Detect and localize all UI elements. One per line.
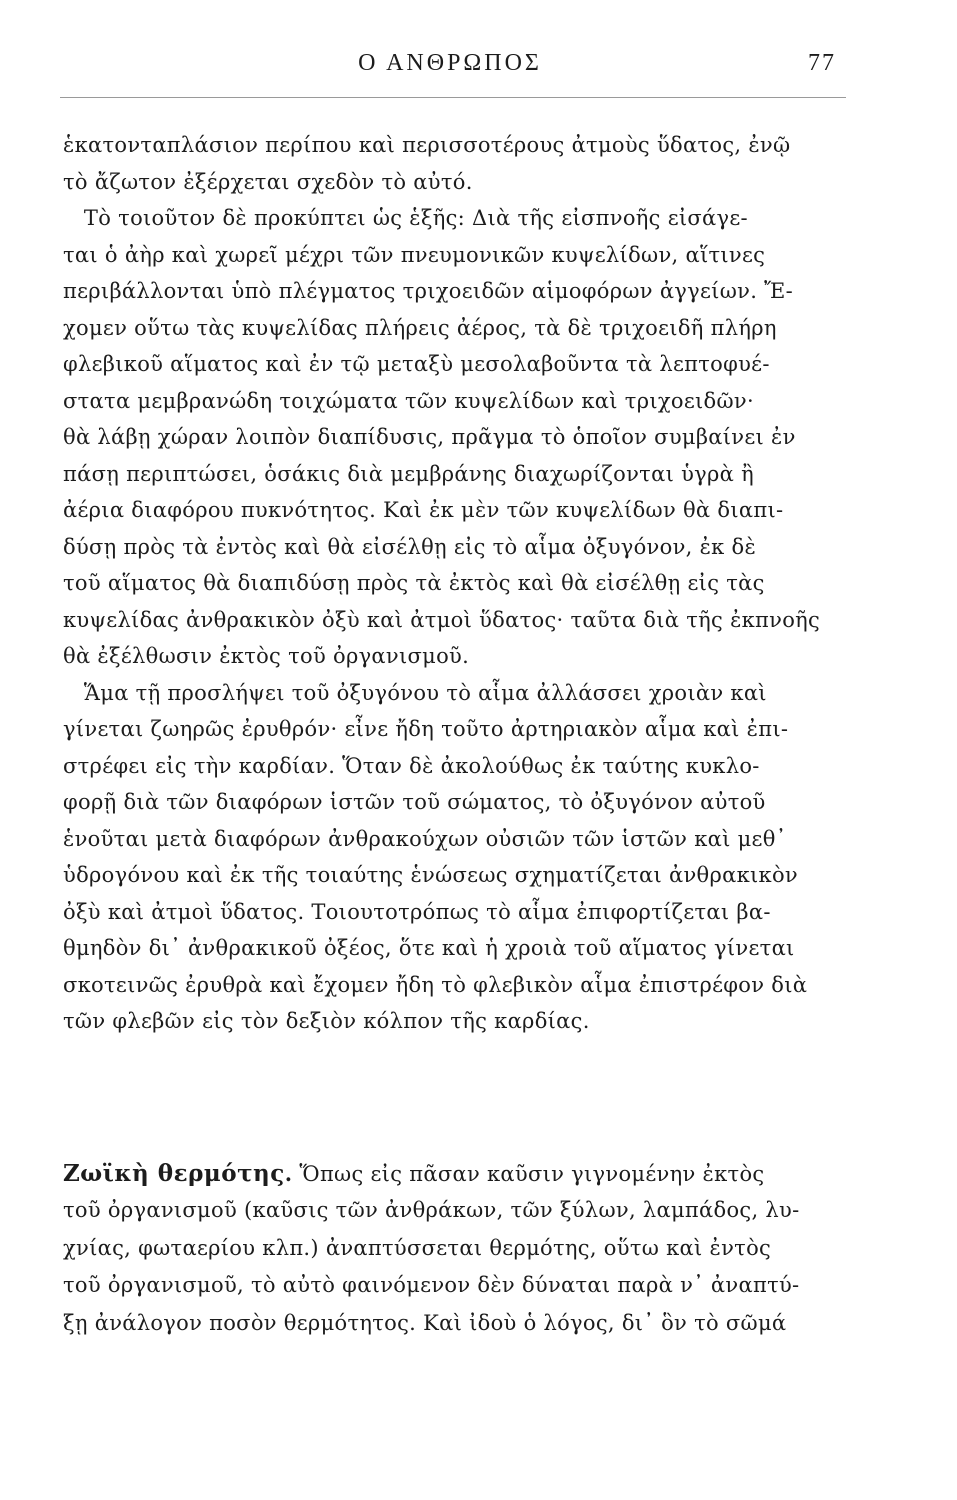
section-zoike-thermotes — [63, 1155, 799, 1342]
text-line: τὸ ἄζωτον ἐξέρχεται σχεδὸν τὸ αὐτό. — [63, 169, 473, 194]
section-heading: Ζωϊκὴ θερμότης — [63, 1160, 285, 1187]
text-line: ὀξὺ καὶ ἀτμοὶ ὕδατος. Τοιουτοτρόπως τὸ αἷμα ἐπιφορτίζεται βα- — [63, 899, 771, 924]
text-line: περιβάλλονται ὑπὸ πλέγματος τριχοειδῶν αἱμοφόρων ἀγγείων. Ἔ- — [63, 279, 794, 303]
text-line: ἀέρια διαφόρου πυκνότητος. Καὶ ἐκ μὲν τῶν κυψελίδων θὰ διαπι- — [63, 498, 784, 522]
text-line: θὰ ἐξέλθωσιν ἐκτὸς τοῦ ὀργανισμοῦ. — [63, 644, 470, 668]
text-line: ὑδρογόνου καὶ ἐκ τῆς τοιαύτης ἑνώσεως σχηματίζεται ἀνθρακικὸν — [63, 863, 798, 887]
section-first-line-text: Ὅπως εἰς πᾶσαν καῦσιν γιγνομένην ἐκτὸς — [292, 1162, 765, 1186]
text-line: στατα μεμβρανώδη τοιχώματα τῶν κυψελίδων καὶ τριχοειδῶν· — [63, 388, 754, 413]
running-head: Ο ΑΝΘΡΩΠΟΣ — [358, 50, 542, 76]
page-number: 77 — [808, 50, 836, 76]
text-line: χομεν οὕτω τὰς κυψελίδας πλήρεις ἀέρος, τὰ δὲ τριχοειδῆ πλήρη — [63, 315, 777, 340]
text-line: τῶν φλεβῶν εἰς τὸν δεξιὸν κόλπον τῆς καρδίας. — [63, 1009, 590, 1033]
main-text — [63, 127, 820, 1040]
text-line: στρέφει εἰς τὴν καρδίαν. Ὅταν δὲ ἀκολούθως ἐκ ταύτης κυκλο- — [63, 753, 760, 778]
text-line: ἑνοῦται μετὰ διαφόρων ἀνθρακούχων οὐσιῶν τῶν ἱστῶν καὶ μεθ᾽ — [63, 826, 787, 851]
text-line: θὰ λάβῃ χώραν λοιπὸν διαπίδυσις, πρᾶγμα τὸ ὁποῖον συμβαίνει ἐν — [63, 425, 796, 449]
section-heading-dot: . — [284, 1161, 293, 1186]
text-line: ται ὁ ἀὴρ καὶ χωρεῖ μέχρι τῶν πνευμονικῶν κυψελίδων, αἵτινες — [63, 242, 766, 267]
text-line: Τὸ τοιοῦτον δὲ προκύπτει ὡς ἑξῆς: Διὰ τῆς εἰσπνοῆς εἰσάγε- — [63, 206, 748, 230]
text-line: τοῦ ὀργανισμοῦ, τὸ αὐτὸ φαινόμενον δὲν δύναται παρὰ ν᾽ ἀναπτύ- — [63, 1273, 800, 1298]
text-line: τοῦ ὀργανισμοῦ (καῦσις τῶν ἀνθράκων, τῶν ξύλων, λαμπάδος, λυ- — [63, 1198, 800, 1223]
text-line: Ἅμα τῇ προσλήψει τοῦ ὀξυγόνου τὸ αἷμα ἀλλάσσει χροιὰν καὶ — [63, 680, 767, 705]
text-line: φλεβικοῦ αἵματος καὶ ἐν τῷ μεταξὺ μεσολαβοῦντα τὰ λεπτοφυέ- — [63, 352, 770, 376]
text-line: δύσῃ πρὸς τὰ ἐντὸς καὶ θὰ εἰσέλθῃ εἰς τὸ αἷμα ὀξυγόνον, ἐκ δὲ — [63, 534, 757, 559]
text-line: σκοτεινῶς ἐρυθρὰ καὶ ἔχομεν ἤδη τὸ φλεβικὸν αἷμα ἐπιστρέφον διὰ — [63, 972, 808, 997]
text-line: θμηδὸν δι᾽ ἀνθρακικοῦ ὀξέος, ὅτε καὶ ἡ χροιὰ τοῦ αἵματος γίνεται — [63, 936, 795, 960]
page-header — [60, 50, 840, 86]
section-first-line — [63, 1155, 799, 1192]
text-line: φορῇ διὰ τῶν διαφόρων ἱστῶν τοῦ σώματος, τὸ ὀξυγόνον αὐτοῦ — [63, 790, 766, 814]
text-line: ξῃ ἀνάλογον ποσὸν θερμότητος. Καὶ ἰδοὺ ὁ λόγος, δι᾽ ὃν τὸ σῶμά — [63, 1310, 787, 1335]
text-line: ἑκατονταπλάσιον περίπου καὶ περισσοτέρους ἀτμοὺς ὕδατος, ἐνῷ — [63, 133, 791, 157]
text-line: γίνεται ζωηρῶς ἐρυθρόν· εἶνε ἤδη τοῦτο ἀρτηριακὸν αἷμα καὶ ἐπι- — [63, 717, 789, 741]
header-rule — [60, 97, 846, 98]
text-line: χνίας, φωταερίου κλπ.) ἀναπτύσσεται θερμότης, οὕτω καὶ ἐντὸς — [63, 1235, 772, 1260]
text-line: πάσῃ περιπτώσει, ὁσάκις διὰ μεμβράνης διαχωρίζονται ὑγρὰ ἢ — [63, 461, 754, 486]
text-line: τοῦ αἵματος θὰ διαπιδύσῃ πρὸς τὰ ἐκτὸς καὶ θὰ εἰσέλθῃ εἰς τὰς — [63, 571, 765, 595]
text-line: κυψελίδας ἀνθρακικὸν ὀξὺ καὶ ἀτμοὶ ὕδατος· ταῦτα διὰ τῆς ἐκπνοῆς — [63, 607, 821, 632]
